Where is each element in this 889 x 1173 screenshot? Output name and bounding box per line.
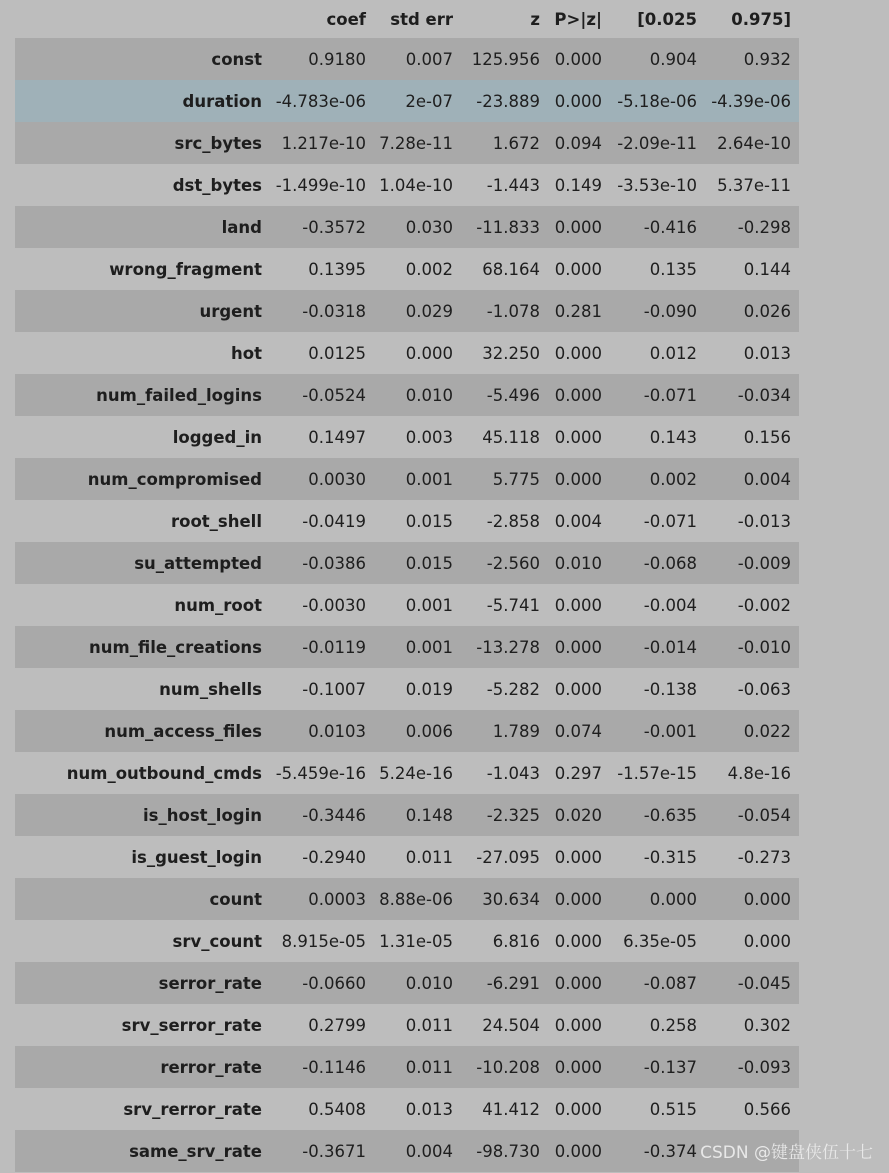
table-cell: 8.88e-06	[379, 889, 453, 909]
table-cell: 0.9180	[308, 49, 366, 69]
table-cell: 0.000	[554, 679, 602, 699]
table-cell: 1.31e-05	[379, 931, 453, 951]
table-cell: 0.515	[649, 1099, 697, 1119]
header-index-cell	[15, 0, 270, 38]
table-cell: 68.164	[482, 259, 540, 279]
table-cell: -0.3446	[302, 805, 366, 825]
row-label: num_access_files	[104, 721, 262, 741]
table-cell: 0.011	[405, 1015, 453, 1035]
table-cell: -0.071	[643, 385, 697, 405]
table-cell: -0.045	[737, 973, 791, 993]
table-cell: 0.000	[554, 427, 602, 447]
table-cell: 0.094	[554, 133, 602, 153]
table-row	[15, 458, 799, 500]
row-label: num_outbound_cmds	[66, 763, 262, 783]
row-label: num_compromised	[87, 469, 262, 489]
table-row	[15, 584, 799, 626]
table-cell: 0.001	[405, 595, 453, 615]
table-row	[15, 122, 799, 164]
table-cell: 0.012	[649, 343, 697, 363]
row-label: duration	[182, 91, 262, 111]
table-cell: 0.1395	[308, 259, 366, 279]
row-label: logged_in	[172, 427, 262, 447]
table-cell: 0.010	[405, 385, 453, 405]
table-cell: -0.635	[643, 805, 697, 825]
column-header: [0.025	[637, 9, 697, 29]
table-cell: -0.0386	[302, 553, 366, 573]
table-cell: 0.000	[554, 931, 602, 951]
column-header: std err	[390, 9, 453, 29]
table-cell: 0.004	[554, 511, 602, 531]
table-cell: 2.64e-10	[717, 133, 791, 153]
table-cell: 0.010	[554, 553, 602, 573]
table-cell: -0.2940	[302, 847, 366, 867]
row-label: hot	[231, 343, 262, 363]
table-cell: 0.000	[554, 469, 602, 489]
table-cell: -0.090	[643, 301, 697, 321]
table-cell: -1.078	[486, 301, 540, 321]
table-cell: 0.030	[405, 217, 453, 237]
table-cell: 0.000	[405, 343, 453, 363]
row-label: num_file_creations	[89, 637, 262, 657]
table-cell: -0.1146	[302, 1057, 366, 1077]
table-cell: 0.143	[649, 427, 697, 447]
table-cell: 0.000	[554, 343, 602, 363]
table-cell: -1.57e-15	[617, 763, 697, 783]
table-row	[15, 962, 799, 1004]
table-cell: 0.011	[405, 1057, 453, 1077]
table-cell: 0.0003	[308, 889, 366, 909]
table-cell: 0.156	[743, 427, 791, 447]
table-row	[15, 794, 799, 836]
table-cell: 0.0103	[308, 721, 366, 741]
table-cell: 0.000	[554, 217, 602, 237]
row-label: su_attempted	[134, 553, 262, 573]
table-row	[15, 374, 799, 416]
table-cell: -0.014	[643, 637, 697, 657]
table-cell: -0.0030	[302, 595, 366, 615]
table-cell: 0.258	[649, 1015, 697, 1035]
table-cell: 0.026	[743, 301, 791, 321]
table-cell: 0.002	[405, 259, 453, 279]
table-cell: 0.000	[554, 637, 602, 657]
column-header: P>|z|	[554, 9, 602, 29]
table-cell: 0.011	[405, 847, 453, 867]
table-cell: 0.2799	[308, 1015, 366, 1035]
table-row	[15, 290, 799, 332]
table-cell: -5.496	[486, 385, 540, 405]
table-cell: -0.013	[737, 511, 791, 531]
table-cell: 0.5408	[308, 1099, 366, 1119]
table-cell: 0.0125	[308, 343, 366, 363]
table-cell: 0.000	[554, 889, 602, 909]
row-label: land	[221, 217, 262, 237]
table-cell: -0.087	[643, 973, 697, 993]
table-cell: 0.566	[743, 1099, 791, 1119]
row-label: is_host_login	[143, 805, 262, 825]
table-cell: 0.000	[554, 91, 602, 111]
table-cell: 0.000	[554, 1015, 602, 1035]
table-row	[15, 248, 799, 290]
column-header: z	[530, 9, 540, 29]
regression-results-table-container	[15, 0, 799, 1172]
row-label: srv_serror_rate	[121, 1015, 262, 1035]
table-row	[15, 668, 799, 710]
table-cell: 0.010	[405, 973, 453, 993]
table-cell: 0.002	[649, 469, 697, 489]
table-cell: 0.932	[743, 49, 791, 69]
table-cell: 32.250	[482, 343, 540, 363]
table-row	[15, 332, 799, 374]
table-cell: 0.904	[649, 49, 697, 69]
table-cell: 41.412	[482, 1099, 540, 1119]
table-cell: 0.000	[743, 889, 791, 909]
table-cell: 0.148	[405, 805, 453, 825]
table-cell: 8.915e-05	[281, 931, 366, 951]
watermark: CSDN @键盘侠伍十七	[700, 1143, 873, 1163]
table-cell: 0.302	[743, 1015, 791, 1035]
row-label: num_shells	[159, 679, 262, 699]
table-row	[15, 710, 799, 752]
table-cell: -0.416	[643, 217, 697, 237]
table-cell: -0.273	[737, 847, 791, 867]
table-row	[15, 878, 799, 920]
table-cell: 125.956	[471, 49, 540, 69]
table-cell: -13.278	[476, 637, 540, 657]
table-cell: 0.004	[405, 1141, 453, 1161]
table-cell: -4.783e-06	[275, 91, 366, 111]
table-cell: 30.634	[482, 889, 540, 909]
table-cell: -11.833	[476, 217, 540, 237]
row-label: num_failed_logins	[96, 385, 262, 405]
table-cell: 2e-07	[405, 91, 453, 111]
table-cell: 0.000	[649, 889, 697, 909]
table-cell: 4.8e-16	[727, 763, 791, 783]
table-cell: -0.004	[643, 595, 697, 615]
row-label: srv_count	[172, 931, 262, 951]
row-label: is_guest_login	[131, 847, 262, 867]
table-cell: -1.043	[486, 763, 540, 783]
table-cell: -0.0119	[302, 637, 366, 657]
table-cell: 0.000	[554, 49, 602, 69]
table-cell: 0.281	[554, 301, 602, 321]
table-cell: -2.325	[486, 805, 540, 825]
table-cell: 0.013	[405, 1099, 453, 1119]
table-cell: 24.504	[482, 1015, 540, 1035]
table-cell: 0.000	[554, 1057, 602, 1077]
regression-results-table	[15, 0, 799, 1172]
table-cell: 0.000	[554, 385, 602, 405]
table-cell: 0.135	[649, 259, 697, 279]
table-cell: -5.741	[486, 595, 540, 615]
table-cell: -2.560	[486, 553, 540, 573]
table-cell: -2.09e-11	[617, 133, 697, 153]
table-cell: -1.499e-10	[275, 175, 366, 195]
table-cell: -5.459e-16	[275, 763, 366, 783]
table-cell: -0.0419	[302, 511, 366, 531]
table-cell: 0.144	[743, 259, 791, 279]
row-label: srv_rerror_rate	[123, 1099, 262, 1119]
table-cell: 0.020	[554, 805, 602, 825]
table-cell: -2.858	[486, 511, 540, 531]
table-cell: 0.015	[405, 553, 453, 573]
table-row	[15, 500, 799, 542]
table-cell: -0.0318	[302, 301, 366, 321]
table-cell: 0.000	[743, 931, 791, 951]
table-cell: -0.068	[643, 553, 697, 573]
table-cell: -0.137	[643, 1057, 697, 1077]
row-label: rerror_rate	[160, 1057, 262, 1077]
table-cell: -10.208	[476, 1057, 540, 1077]
table-cell: -0.009	[737, 553, 791, 573]
table-cell: 5.24e-16	[379, 763, 453, 783]
table-row	[15, 836, 799, 878]
table-cell: 5.775	[492, 469, 540, 489]
table-cell: 0.013	[743, 343, 791, 363]
table-cell: -1.443	[486, 175, 540, 195]
table-cell: 0.000	[554, 847, 602, 867]
table-cell: -5.282	[486, 679, 540, 699]
row-label: wrong_fragment	[109, 259, 262, 279]
table-row	[15, 920, 799, 962]
table-cell: 0.006	[405, 721, 453, 741]
table-cell: 0.297	[554, 763, 602, 783]
table-row	[15, 1130, 799, 1172]
table-cell: 1.04e-10	[379, 175, 453, 195]
table-row	[15, 542, 799, 584]
table-cell: 0.003	[405, 427, 453, 447]
table-cell: -3.53e-10	[617, 175, 697, 195]
table-cell: -0.374	[643, 1141, 697, 1161]
table-cell: 45.118	[482, 427, 540, 447]
row-label: src_bytes	[174, 133, 262, 153]
table-cell: -6.291	[486, 973, 540, 993]
table-cell: -0.071	[643, 511, 697, 531]
table-cell: 1.789	[492, 721, 540, 741]
row-label: urgent	[199, 301, 262, 321]
table-cell: 7.28e-11	[379, 133, 453, 153]
table-cell: -0.093	[737, 1057, 791, 1077]
table-cell: 1.217e-10	[281, 133, 366, 153]
table-row	[15, 38, 799, 80]
table-body	[15, 38, 799, 1172]
table-cell: -0.054	[737, 805, 791, 825]
table-cell: 0.001	[405, 637, 453, 657]
table-cell: 0.007	[405, 49, 453, 69]
table-cell: -5.18e-06	[617, 91, 697, 111]
table-row	[15, 1004, 799, 1046]
table-row	[15, 80, 799, 122]
table-cell: -0.1007	[302, 679, 366, 699]
row-label: serror_rate	[158, 973, 262, 993]
row-label: root_shell	[170, 511, 262, 531]
table-row	[15, 206, 799, 248]
table-cell: 0.1497	[308, 427, 366, 447]
table-cell: -0.315	[643, 847, 697, 867]
row-label: num_root	[174, 595, 262, 615]
table-cell: 0.019	[405, 679, 453, 699]
column-header: coef	[326, 9, 366, 29]
table-cell: -0.0524	[302, 385, 366, 405]
table-cell: 0.004	[743, 469, 791, 489]
table-header	[15, 0, 799, 38]
row-label: const	[211, 49, 262, 69]
table-cell: -0.063	[737, 679, 791, 699]
table-cell: 6.35e-05	[623, 931, 697, 951]
table-row	[15, 752, 799, 794]
row-label: same_srv_rate	[129, 1141, 262, 1161]
table-cell: 0.000	[554, 973, 602, 993]
table-cell: -0.034	[737, 385, 791, 405]
table-cell: -0.3671	[302, 1141, 366, 1161]
table-cell: -0.298	[737, 217, 791, 237]
table-cell: -0.002	[737, 595, 791, 615]
table-cell: -23.889	[476, 91, 540, 111]
header-row	[15, 0, 799, 38]
table-cell: 0.001	[405, 469, 453, 489]
table-cell: 1.672	[492, 133, 540, 153]
table-cell: -27.095	[476, 847, 540, 867]
table-cell: -4.39e-06	[711, 91, 791, 111]
table-cell: 0.000	[554, 1099, 602, 1119]
table-cell: 0.149	[554, 175, 602, 195]
table-row	[15, 1088, 799, 1130]
table-cell: 0.074	[554, 721, 602, 741]
table-cell: 0.000	[554, 259, 602, 279]
row-label: count	[209, 889, 262, 909]
table-cell: -0.010	[737, 637, 791, 657]
table-cell: -0.001	[643, 721, 697, 741]
table-cell: 0.029	[405, 301, 453, 321]
table-cell: -0.0660	[302, 973, 366, 993]
table-cell: 0.022	[743, 721, 791, 741]
column-header: 0.975]	[731, 9, 791, 29]
table-row	[15, 1046, 799, 1088]
table-cell: 5.37e-11	[717, 175, 791, 195]
table-cell: 0.000	[554, 595, 602, 615]
table-row	[15, 626, 799, 668]
table-cell: 6.816	[492, 931, 540, 951]
table-cell: -0.138	[643, 679, 697, 699]
row-label: dst_bytes	[172, 175, 262, 195]
table-row	[15, 416, 799, 458]
table-cell: -98.730	[476, 1141, 540, 1161]
table-row	[15, 164, 799, 206]
table-cell: 0.015	[405, 511, 453, 531]
table-cell: -0.3572	[302, 217, 366, 237]
table-cell: 0.000	[554, 1141, 602, 1161]
table-cell: 0.0030	[308, 469, 366, 489]
